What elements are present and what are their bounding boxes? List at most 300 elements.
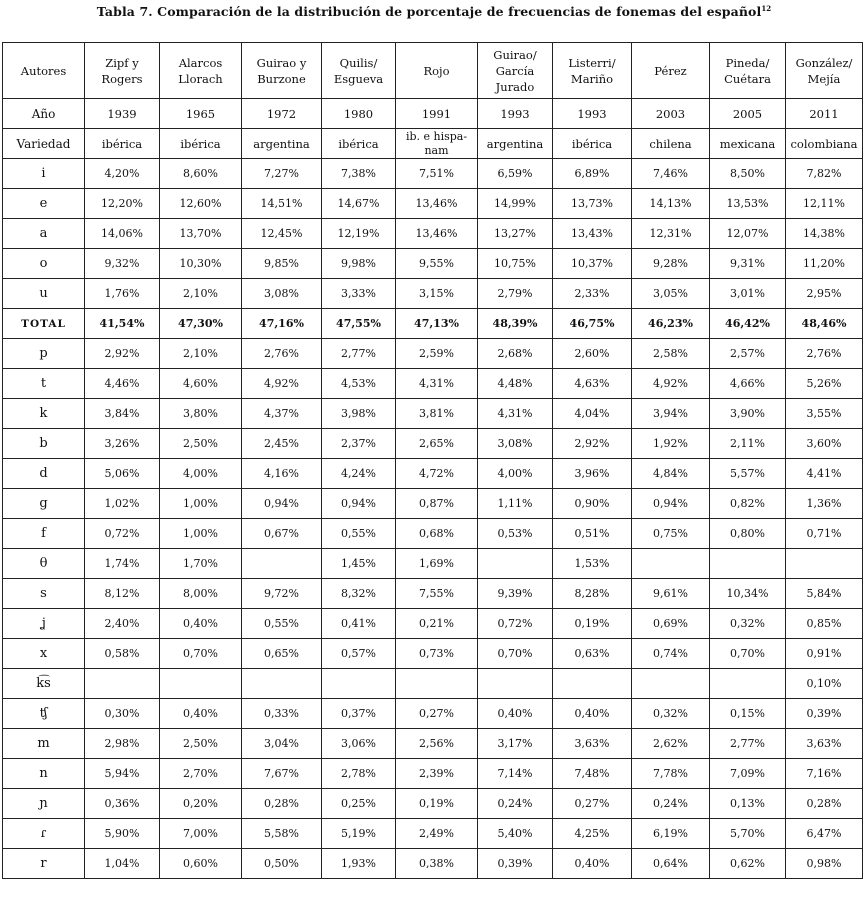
author-header: Rojo: [396, 43, 478, 99]
value-cell: 0,94%: [632, 489, 710, 519]
value-cell: 0,73%: [396, 639, 478, 669]
value-cell: 4,92%: [242, 369, 322, 399]
value-cell: [85, 669, 160, 699]
value-cell: 5,19%: [322, 819, 396, 849]
value-cell: 3,08%: [478, 429, 553, 459]
value-cell: 12,45%: [242, 219, 322, 249]
value-cell: 0,63%: [553, 639, 632, 669]
year-cell: 1939: [85, 99, 160, 129]
value-cell: 2,76%: [242, 339, 322, 369]
value-cell: 0,94%: [322, 489, 396, 519]
table-row: [3, 339, 863, 369]
variety-cell: argentina: [242, 129, 322, 159]
phoneme-label: a: [3, 219, 85, 249]
value-cell: [478, 549, 553, 579]
value-cell: 3,90%: [710, 399, 786, 429]
table-row: [3, 579, 863, 609]
value-cell: 2,10%: [160, 339, 242, 369]
value-cell: 3,81%: [396, 399, 478, 429]
value-cell: 8,60%: [160, 159, 242, 189]
value-cell: 2,56%: [396, 729, 478, 759]
value-cell: 3,01%: [710, 279, 786, 309]
value-cell: 6,89%: [553, 159, 632, 189]
value-cell: 8,00%: [160, 579, 242, 609]
value-cell: 2,37%: [322, 429, 396, 459]
value-cell: 48,39%: [478, 309, 553, 339]
author-header: Listerri/ Mariño: [553, 43, 632, 99]
value-cell: 14,13%: [632, 189, 710, 219]
row-label: Año: [3, 99, 85, 129]
phoneme-label: r: [3, 849, 85, 879]
value-cell: 4,31%: [478, 399, 553, 429]
total-row: [3, 309, 863, 339]
value-cell: 5,06%: [85, 459, 160, 489]
value-cell: 46,42%: [710, 309, 786, 339]
value-cell: [786, 549, 863, 579]
value-cell: 0,87%: [396, 489, 478, 519]
phoneme-label: o: [3, 249, 85, 279]
value-cell: 0,70%: [160, 639, 242, 669]
value-cell: 5,58%: [242, 819, 322, 849]
value-cell: 4,04%: [553, 399, 632, 429]
value-cell: 8,32%: [322, 579, 396, 609]
value-cell: 0,21%: [396, 609, 478, 639]
table-title-text: Tabla 7. Comparación de la distribución de porcentaje de frecuencias de fonemas del español: [96, 4, 762, 20]
value-cell: 5,57%: [710, 459, 786, 489]
phoneme-label: p: [3, 339, 85, 369]
value-cell: [396, 669, 478, 699]
value-cell: 2,50%: [160, 429, 242, 459]
value-cell: 13,27%: [478, 219, 553, 249]
value-cell: 2,77%: [710, 729, 786, 759]
value-cell: 13,70%: [160, 219, 242, 249]
value-cell: 3,80%: [160, 399, 242, 429]
value-cell: 0,72%: [85, 519, 160, 549]
year-cell: 1972: [242, 99, 322, 129]
value-cell: 0,36%: [85, 789, 160, 819]
table-row: [3, 549, 863, 579]
table-row: [3, 159, 863, 189]
value-cell: 0,82%: [710, 489, 786, 519]
value-cell: 7,55%: [396, 579, 478, 609]
value-cell: [242, 669, 322, 699]
value-cell: [710, 549, 786, 579]
value-cell: 41,54%: [85, 309, 160, 339]
value-cell: 0,28%: [242, 789, 322, 819]
value-cell: 0,40%: [553, 699, 632, 729]
value-cell: 1,45%: [322, 549, 396, 579]
value-cell: 4,00%: [478, 459, 553, 489]
phoneme-frequency-table: [2, 42, 863, 879]
variety-cell: ibérica: [553, 129, 632, 159]
phoneme-label: g: [3, 489, 85, 519]
value-cell: 2,59%: [396, 339, 478, 369]
value-cell: 0,60%: [160, 849, 242, 879]
header-row: [3, 43, 863, 99]
value-cell: 48,46%: [786, 309, 863, 339]
phoneme-label: e: [3, 189, 85, 219]
value-cell: 4,53%: [322, 369, 396, 399]
value-cell: 0,91%: [786, 639, 863, 669]
value-cell: 0,98%: [786, 849, 863, 879]
value-cell: 46,23%: [632, 309, 710, 339]
value-cell: 0,32%: [632, 699, 710, 729]
value-cell: [632, 549, 710, 579]
value-cell: 2,92%: [553, 429, 632, 459]
phoneme-label: k͡s: [3, 669, 85, 699]
value-cell: 3,04%: [242, 729, 322, 759]
value-cell: 7,67%: [242, 759, 322, 789]
value-cell: 47,16%: [242, 309, 322, 339]
phoneme-label: f: [3, 519, 85, 549]
value-cell: 0,70%: [710, 639, 786, 669]
phoneme-label: ʧ: [3, 699, 85, 729]
phoneme-label: d: [3, 459, 85, 489]
value-cell: 2,11%: [710, 429, 786, 459]
value-cell: 2,49%: [396, 819, 478, 849]
value-cell: 0,27%: [396, 699, 478, 729]
value-cell: 1,00%: [160, 489, 242, 519]
value-cell: 1,36%: [786, 489, 863, 519]
value-cell: 0,40%: [160, 609, 242, 639]
value-cell: 2,65%: [396, 429, 478, 459]
table-row: [3, 459, 863, 489]
value-cell: 4,84%: [632, 459, 710, 489]
value-cell: 0,40%: [160, 699, 242, 729]
variety-cell: ibérica: [322, 129, 396, 159]
value-cell: 4,72%: [396, 459, 478, 489]
value-cell: 0,33%: [242, 699, 322, 729]
value-cell: 12,19%: [322, 219, 396, 249]
value-cell: 0,39%: [478, 849, 553, 879]
value-cell: 1,93%: [322, 849, 396, 879]
phoneme-label: s: [3, 579, 85, 609]
value-cell: 3,55%: [786, 399, 863, 429]
value-cell: 12,20%: [85, 189, 160, 219]
value-cell: 2,33%: [553, 279, 632, 309]
value-cell: 1,70%: [160, 549, 242, 579]
value-cell: 7,82%: [786, 159, 863, 189]
value-cell: 3,17%: [478, 729, 553, 759]
value-cell: 0,67%: [242, 519, 322, 549]
value-cell: 0,19%: [553, 609, 632, 639]
value-cell: 7,51%: [396, 159, 478, 189]
author-header: Pineda/ Cuétara: [710, 43, 786, 99]
value-cell: 0,65%: [242, 639, 322, 669]
value-cell: [160, 669, 242, 699]
author-header: Zipf y Rogers: [85, 43, 160, 99]
table-row: [3, 219, 863, 249]
value-cell: 2,57%: [710, 339, 786, 369]
author-header: Guirao/ García Jurado: [478, 43, 553, 99]
table-row: [3, 759, 863, 789]
value-cell: 4,46%: [85, 369, 160, 399]
phoneme-label: x: [3, 639, 85, 669]
value-cell: 0,20%: [160, 789, 242, 819]
value-cell: 0,80%: [710, 519, 786, 549]
variety-row: [3, 129, 863, 159]
row-label: Variedad: [3, 129, 85, 159]
value-cell: 9,28%: [632, 249, 710, 279]
value-cell: 11,20%: [786, 249, 863, 279]
value-cell: 8,12%: [85, 579, 160, 609]
value-cell: 3,63%: [553, 729, 632, 759]
value-cell: 4,60%: [160, 369, 242, 399]
value-cell: 5,40%: [478, 819, 553, 849]
value-cell: 0,69%: [632, 609, 710, 639]
value-cell: 1,53%: [553, 549, 632, 579]
value-cell: 0,32%: [710, 609, 786, 639]
value-cell: 47,13%: [396, 309, 478, 339]
author-header: Quilis/ Esgueva: [322, 43, 396, 99]
value-cell: 0,24%: [478, 789, 553, 819]
value-cell: 0,38%: [396, 849, 478, 879]
value-cell: 2,58%: [632, 339, 710, 369]
value-cell: [632, 669, 710, 699]
value-cell: 2,45%: [242, 429, 322, 459]
value-cell: 4,63%: [553, 369, 632, 399]
value-cell: 4,48%: [478, 369, 553, 399]
value-cell: 0,72%: [478, 609, 553, 639]
value-cell: 10,37%: [553, 249, 632, 279]
table-row: [3, 249, 863, 279]
value-cell: 4,41%: [786, 459, 863, 489]
table-row: [3, 519, 863, 549]
value-cell: 0,71%: [786, 519, 863, 549]
value-cell: 0,28%: [786, 789, 863, 819]
value-cell: 7,16%: [786, 759, 863, 789]
value-cell: 7,09%: [710, 759, 786, 789]
value-cell: 12,11%: [786, 189, 863, 219]
value-cell: 1,76%: [85, 279, 160, 309]
value-cell: 9,72%: [242, 579, 322, 609]
value-cell: 3,33%: [322, 279, 396, 309]
value-cell: 4,24%: [322, 459, 396, 489]
value-cell: 2,62%: [632, 729, 710, 759]
value-cell: 9,61%: [632, 579, 710, 609]
value-cell: 4,31%: [396, 369, 478, 399]
value-cell: 0,55%: [322, 519, 396, 549]
value-cell: 0,24%: [632, 789, 710, 819]
value-cell: 0,39%: [786, 699, 863, 729]
variety-cell: argentina: [478, 129, 553, 159]
value-cell: 3,63%: [786, 729, 863, 759]
phoneme-label: k: [3, 399, 85, 429]
value-cell: 10,34%: [710, 579, 786, 609]
table-row: [3, 639, 863, 669]
variety-cell: ib. e hispa-nam: [396, 129, 478, 159]
value-cell: 3,98%: [322, 399, 396, 429]
value-cell: 0,40%: [478, 699, 553, 729]
phoneme-label: t: [3, 369, 85, 399]
value-cell: 14,38%: [786, 219, 863, 249]
value-cell: 2,76%: [786, 339, 863, 369]
value-cell: 2,77%: [322, 339, 396, 369]
phoneme-label: b: [3, 429, 85, 459]
value-cell: 0,70%: [478, 639, 553, 669]
value-cell: 5,90%: [85, 819, 160, 849]
value-cell: 0,74%: [632, 639, 710, 669]
value-cell: 4,37%: [242, 399, 322, 429]
value-cell: 47,55%: [322, 309, 396, 339]
value-cell: 14,99%: [478, 189, 553, 219]
value-cell: 3,06%: [322, 729, 396, 759]
year-cell: 2005: [710, 99, 786, 129]
variety-cell: chilena: [632, 129, 710, 159]
table-row: [3, 849, 863, 879]
value-cell: 9,39%: [478, 579, 553, 609]
value-cell: 0,40%: [553, 849, 632, 879]
table-row: [3, 819, 863, 849]
variety-cell: ibérica: [85, 129, 160, 159]
value-cell: 8,50%: [710, 159, 786, 189]
value-cell: 3,05%: [632, 279, 710, 309]
value-cell: [242, 549, 322, 579]
value-cell: 10,30%: [160, 249, 242, 279]
value-cell: 6,47%: [786, 819, 863, 849]
value-cell: 2,78%: [322, 759, 396, 789]
value-cell: 0,30%: [85, 699, 160, 729]
value-cell: 14,06%: [85, 219, 160, 249]
value-cell: 12,31%: [632, 219, 710, 249]
value-cell: 12,60%: [160, 189, 242, 219]
value-cell: 7,48%: [553, 759, 632, 789]
phoneme-label: m: [3, 729, 85, 759]
value-cell: 5,84%: [786, 579, 863, 609]
value-cell: 5,26%: [786, 369, 863, 399]
year-cell: 1993: [553, 99, 632, 129]
value-cell: 3,96%: [553, 459, 632, 489]
value-cell: 0,64%: [632, 849, 710, 879]
phoneme-label: TOTAL: [3, 309, 85, 339]
value-cell: 12,07%: [710, 219, 786, 249]
value-cell: 14,51%: [242, 189, 322, 219]
value-cell: 1,11%: [478, 489, 553, 519]
table-row: [3, 609, 863, 639]
value-cell: 0,58%: [85, 639, 160, 669]
value-cell: 0,90%: [553, 489, 632, 519]
value-cell: 3,08%: [242, 279, 322, 309]
table-row: [3, 369, 863, 399]
author-header: Pérez: [632, 43, 710, 99]
value-cell: [478, 669, 553, 699]
value-cell: 9,31%: [710, 249, 786, 279]
value-cell: 10,75%: [478, 249, 553, 279]
value-cell: 5,70%: [710, 819, 786, 849]
variety-cell: ibérica: [160, 129, 242, 159]
author-header: Guirao y Burzone: [242, 43, 322, 99]
value-cell: 13,53%: [710, 189, 786, 219]
value-cell: [710, 669, 786, 699]
value-cell: 2,10%: [160, 279, 242, 309]
value-cell: 1,74%: [85, 549, 160, 579]
value-cell: 9,55%: [396, 249, 478, 279]
table-row: [3, 729, 863, 759]
value-cell: 0,37%: [322, 699, 396, 729]
value-cell: 2,68%: [478, 339, 553, 369]
table-row: [3, 699, 863, 729]
value-cell: 14,67%: [322, 189, 396, 219]
value-cell: 3,26%: [85, 429, 160, 459]
value-cell: 2,92%: [85, 339, 160, 369]
value-cell: 47,30%: [160, 309, 242, 339]
value-cell: 1,92%: [632, 429, 710, 459]
phoneme-label: ʝ: [3, 609, 85, 639]
value-cell: 13,73%: [553, 189, 632, 219]
value-cell: 0,51%: [553, 519, 632, 549]
table-row: [3, 399, 863, 429]
year-cell: 2011: [786, 99, 863, 129]
title-footnote: 12: [761, 4, 772, 13]
value-cell: 0,13%: [710, 789, 786, 819]
value-cell: 2,40%: [85, 609, 160, 639]
value-cell: 2,60%: [553, 339, 632, 369]
value-cell: 0,62%: [710, 849, 786, 879]
value-cell: 5,94%: [85, 759, 160, 789]
value-cell: 1,02%: [85, 489, 160, 519]
value-cell: 8,28%: [553, 579, 632, 609]
value-cell: 7,78%: [632, 759, 710, 789]
value-cell: 6,19%: [632, 819, 710, 849]
value-cell: 3,60%: [786, 429, 863, 459]
value-cell: 3,84%: [85, 399, 160, 429]
value-cell: 1,00%: [160, 519, 242, 549]
value-cell: 2,70%: [160, 759, 242, 789]
value-cell: 2,50%: [160, 729, 242, 759]
value-cell: 4,25%: [553, 819, 632, 849]
value-cell: 0,27%: [553, 789, 632, 819]
value-cell: [322, 669, 396, 699]
value-cell: 0,25%: [322, 789, 396, 819]
year-cell: 1965: [160, 99, 242, 129]
table-title: [0, 4, 868, 19]
value-cell: 7,27%: [242, 159, 322, 189]
phoneme-label: ɾ: [3, 819, 85, 849]
value-cell: 7,38%: [322, 159, 396, 189]
value-cell: 0,53%: [478, 519, 553, 549]
value-cell: 4,20%: [85, 159, 160, 189]
variety-cell: colombiana: [786, 129, 863, 159]
table-row: [3, 279, 863, 309]
value-cell: 7,00%: [160, 819, 242, 849]
value-cell: 2,98%: [85, 729, 160, 759]
variety-cell: mexicana: [710, 129, 786, 159]
year-cell: 2003: [632, 99, 710, 129]
value-cell: 9,85%: [242, 249, 322, 279]
value-cell: 0,50%: [242, 849, 322, 879]
value-cell: 1,69%: [396, 549, 478, 579]
year-cell: 1991: [396, 99, 478, 129]
phoneme-label: u: [3, 279, 85, 309]
value-cell: 4,66%: [710, 369, 786, 399]
table-row: [3, 189, 863, 219]
table-row: [3, 489, 863, 519]
value-cell: 0,15%: [710, 699, 786, 729]
author-header: Alarcos Llorach: [160, 43, 242, 99]
value-cell: 0,94%: [242, 489, 322, 519]
value-cell: 2,79%: [478, 279, 553, 309]
value-cell: 7,46%: [632, 159, 710, 189]
value-cell: 9,32%: [85, 249, 160, 279]
value-cell: 4,00%: [160, 459, 242, 489]
value-cell: [553, 669, 632, 699]
value-cell: 0,55%: [242, 609, 322, 639]
value-cell: 7,14%: [478, 759, 553, 789]
value-cell: 46,75%: [553, 309, 632, 339]
table-row: [3, 429, 863, 459]
value-cell: 0,57%: [322, 639, 396, 669]
phoneme-label: n: [3, 759, 85, 789]
